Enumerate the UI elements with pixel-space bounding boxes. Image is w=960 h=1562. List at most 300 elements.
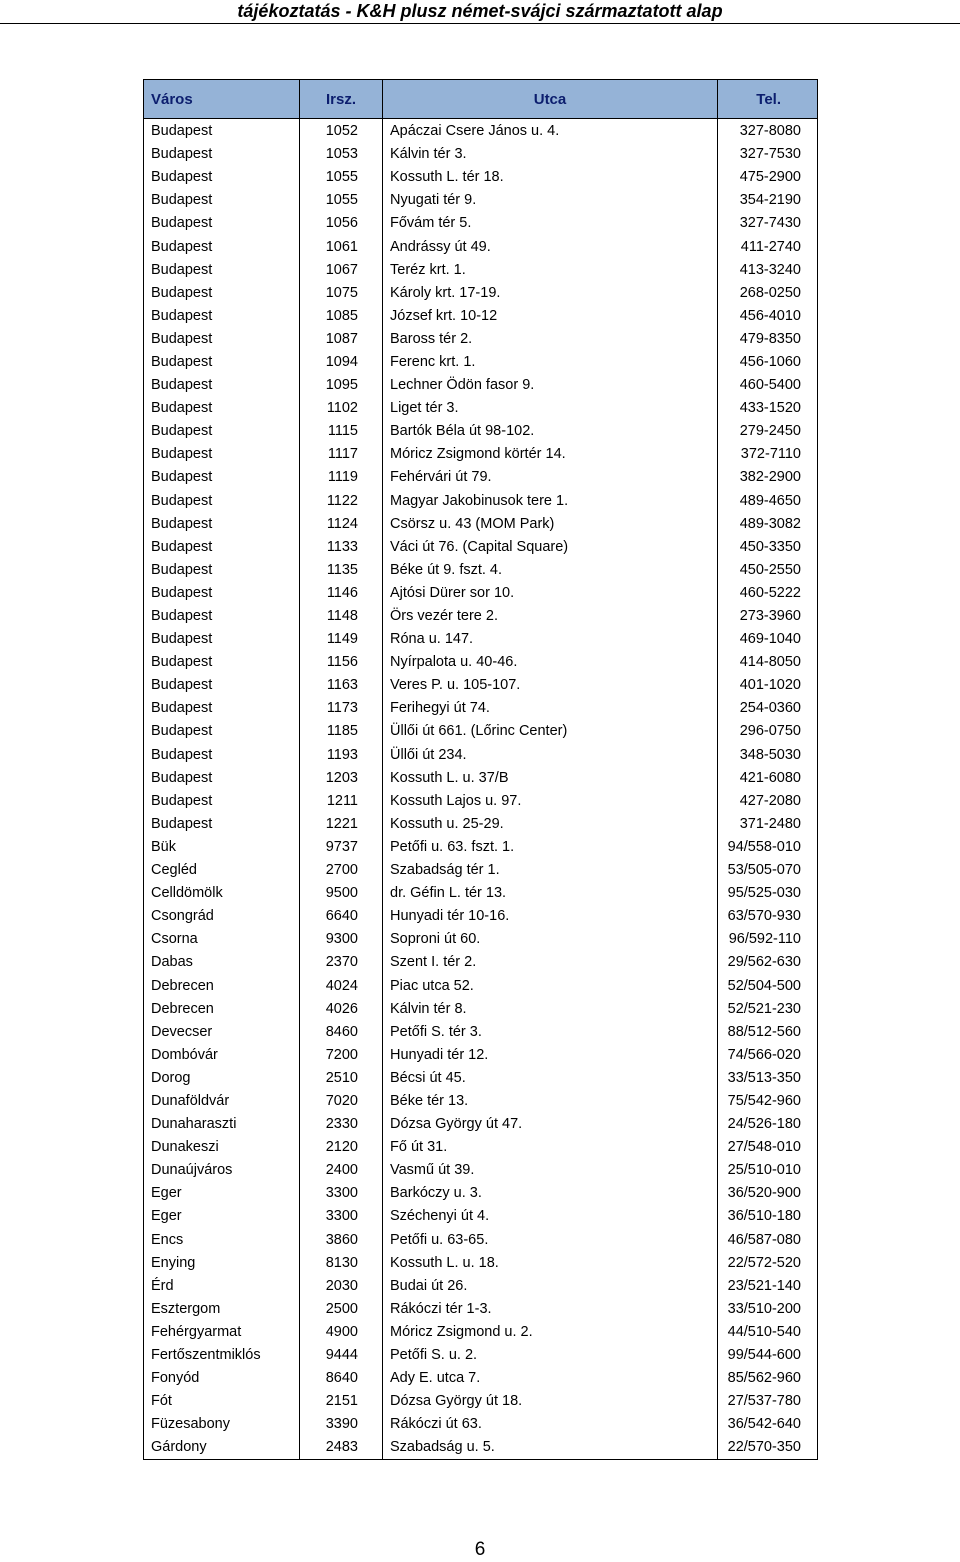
cell-city: Csorna bbox=[144, 928, 300, 951]
column-header-phone: Tel. bbox=[718, 80, 818, 119]
cell-zip: 1135 bbox=[300, 559, 383, 582]
cell-street: Petőfi S. u. 2. bbox=[383, 1344, 718, 1367]
cell-city: Budapest bbox=[144, 651, 300, 674]
cell-zip: 2500 bbox=[300, 1298, 383, 1321]
table-row bbox=[144, 1044, 818, 1067]
table-row bbox=[144, 1252, 818, 1275]
cell-phone: 489-4650 bbox=[718, 490, 818, 513]
cell-city: Budapest bbox=[144, 720, 300, 743]
cell-zip: 2370 bbox=[300, 951, 383, 974]
cell-phone: 46/587-080 bbox=[718, 1229, 818, 1252]
cell-phone: 63/570-930 bbox=[718, 905, 818, 928]
table-row bbox=[144, 1159, 818, 1182]
cell-street: Rákóczi tér 1-3. bbox=[383, 1298, 718, 1321]
cell-city: Füzesabony bbox=[144, 1413, 300, 1436]
cell-phone: 489-3082 bbox=[718, 513, 818, 536]
table-row bbox=[144, 651, 818, 674]
header-divider bbox=[0, 23, 960, 24]
cell-zip: 1085 bbox=[300, 305, 383, 328]
cell-zip: 1193 bbox=[300, 744, 383, 767]
cell-phone: 279-2450 bbox=[718, 420, 818, 443]
cell-phone: 25/510-010 bbox=[718, 1159, 818, 1182]
cell-city: Érd bbox=[144, 1275, 300, 1298]
cell-city: Dorog bbox=[144, 1067, 300, 1090]
cell-city: Budapest bbox=[144, 374, 300, 397]
cell-street: Kossuth L. u. 18. bbox=[383, 1252, 718, 1275]
cell-city: Debrecen bbox=[144, 974, 300, 997]
cell-phone: 23/521-140 bbox=[718, 1275, 818, 1298]
cell-phone: 371-2480 bbox=[718, 813, 818, 836]
table-row bbox=[144, 720, 818, 743]
cell-city: Debrecen bbox=[144, 998, 300, 1021]
cell-city: Budapest bbox=[144, 212, 300, 235]
cell-zip: 1102 bbox=[300, 397, 383, 420]
cell-street: Szabadság u. 5. bbox=[383, 1436, 718, 1460]
cell-street: Csörsz u. 43 (MOM Park) bbox=[383, 513, 718, 536]
cell-city: Budapest bbox=[144, 443, 300, 466]
cell-phone: 479-8350 bbox=[718, 328, 818, 351]
cell-zip: 2483 bbox=[300, 1436, 383, 1460]
table-row bbox=[144, 120, 818, 143]
cell-city: Budapest bbox=[144, 189, 300, 212]
table-row bbox=[144, 582, 818, 605]
table-row bbox=[144, 1182, 818, 1205]
cell-street: Kossuth L. tér 18. bbox=[383, 166, 718, 189]
cell-street: Károly krt. 17-19. bbox=[383, 282, 718, 305]
table-row bbox=[144, 1298, 818, 1321]
cell-zip: 2510 bbox=[300, 1067, 383, 1090]
cell-city: Budapest bbox=[144, 328, 300, 351]
cell-phone: 33/510-200 bbox=[718, 1298, 818, 1321]
table-row bbox=[144, 490, 818, 513]
table-row bbox=[144, 1275, 818, 1298]
cell-zip: 1061 bbox=[300, 235, 383, 258]
cell-street: Liget tér 3. bbox=[383, 397, 718, 420]
cell-city: Dunaújváros bbox=[144, 1159, 300, 1182]
cell-phone: 36/510-180 bbox=[718, 1205, 818, 1228]
cell-city: Fót bbox=[144, 1390, 300, 1413]
cell-street: Budai út 26. bbox=[383, 1275, 718, 1298]
cell-city: Budapest bbox=[144, 767, 300, 790]
cell-street: Baross tér 2. bbox=[383, 328, 718, 351]
table-row bbox=[144, 882, 818, 905]
table-row bbox=[144, 928, 818, 951]
cell-zip: 2030 bbox=[300, 1275, 383, 1298]
cell-city: Budapest bbox=[144, 282, 300, 305]
cell-city: Budapest bbox=[144, 143, 300, 166]
cell-city: Budapest bbox=[144, 674, 300, 697]
cell-phone: 433-1520 bbox=[718, 397, 818, 420]
cell-phone: 24/526-180 bbox=[718, 1113, 818, 1136]
table-row bbox=[144, 998, 818, 1021]
cell-zip: 1203 bbox=[300, 767, 383, 790]
cell-zip: 1221 bbox=[300, 813, 383, 836]
cell-street: Ajtósi Dürer sor 10. bbox=[383, 582, 718, 605]
cell-phone: 88/512-560 bbox=[718, 1021, 818, 1044]
cell-city: Budapest bbox=[144, 582, 300, 605]
table-header-row bbox=[144, 80, 818, 119]
table-row bbox=[144, 559, 818, 582]
table-row bbox=[144, 420, 818, 443]
cell-zip: 8640 bbox=[300, 1367, 383, 1390]
cell-city: Budapest bbox=[144, 420, 300, 443]
cell-zip: 1146 bbox=[300, 582, 383, 605]
cell-city: Budapest bbox=[144, 513, 300, 536]
cell-phone: 85/562-960 bbox=[718, 1367, 818, 1390]
cell-street: Piac utca 52. bbox=[383, 974, 718, 997]
table-row bbox=[144, 513, 818, 536]
cell-city: Budapest bbox=[144, 466, 300, 489]
table-row bbox=[144, 859, 818, 882]
cell-phone: 268-0250 bbox=[718, 282, 818, 305]
table-row bbox=[144, 1436, 818, 1460]
cell-zip: 8460 bbox=[300, 1021, 383, 1044]
cell-zip: 4024 bbox=[300, 974, 383, 997]
table-row bbox=[144, 790, 818, 813]
cell-city: Budapest bbox=[144, 259, 300, 282]
cell-city: Budapest bbox=[144, 120, 300, 143]
cell-street: Barkóczy u. 3. bbox=[383, 1182, 718, 1205]
cell-zip: 6640 bbox=[300, 905, 383, 928]
cell-street: Szabadság tér 1. bbox=[383, 859, 718, 882]
cell-phone: 456-4010 bbox=[718, 305, 818, 328]
cell-phone: 411-2740 bbox=[718, 235, 818, 258]
cell-city: Eger bbox=[144, 1205, 300, 1228]
cell-city: Cegléd bbox=[144, 859, 300, 882]
cell-street: Soproni út 60. bbox=[383, 928, 718, 951]
cell-zip: 7200 bbox=[300, 1044, 383, 1067]
cell-street: Béke út 9. fszt. 4. bbox=[383, 559, 718, 582]
cell-city: Eger bbox=[144, 1182, 300, 1205]
table-row bbox=[144, 235, 818, 258]
cell-zip: 1075 bbox=[300, 282, 383, 305]
table-row bbox=[144, 1090, 818, 1113]
cell-zip: 1122 bbox=[300, 490, 383, 513]
table-row bbox=[144, 305, 818, 328]
cell-street: Veres P. u. 105-107. bbox=[383, 674, 718, 697]
cell-street: Fő út 31. bbox=[383, 1136, 718, 1159]
cell-zip: 1173 bbox=[300, 697, 383, 720]
cell-street: Üllői út 234. bbox=[383, 744, 718, 767]
cell-phone: 273-3960 bbox=[718, 605, 818, 628]
cell-phone: 460-5400 bbox=[718, 374, 818, 397]
cell-zip: 1133 bbox=[300, 536, 383, 559]
cell-phone: 427-2080 bbox=[718, 790, 818, 813]
cell-zip: 1115 bbox=[300, 420, 383, 443]
cell-city: Budapest bbox=[144, 628, 300, 651]
cell-zip: 7020 bbox=[300, 1090, 383, 1113]
cell-zip: 1119 bbox=[300, 466, 383, 489]
table-row bbox=[144, 951, 818, 974]
cell-zip: 3390 bbox=[300, 1413, 383, 1436]
cell-street: Hunyadi tér 12. bbox=[383, 1044, 718, 1067]
cell-zip: 1211 bbox=[300, 790, 383, 813]
cell-street: Ferihegyi út 74. bbox=[383, 697, 718, 720]
table-row bbox=[144, 328, 818, 351]
cell-city: Esztergom bbox=[144, 1298, 300, 1321]
table-row bbox=[144, 212, 818, 235]
cell-zip: 1149 bbox=[300, 628, 383, 651]
cell-street: Dózsa György út 47. bbox=[383, 1113, 718, 1136]
cell-phone: 52/521-230 bbox=[718, 998, 818, 1021]
cell-phone: 475-2900 bbox=[718, 166, 818, 189]
cell-city: Dunaharaszti bbox=[144, 1113, 300, 1136]
cell-zip: 1056 bbox=[300, 212, 383, 235]
column-header-street: Utca bbox=[383, 80, 718, 119]
cell-city: Budapest bbox=[144, 305, 300, 328]
cell-city: Budapest bbox=[144, 397, 300, 420]
cell-city: Fonyód bbox=[144, 1367, 300, 1390]
cell-phone: 327-8080 bbox=[718, 120, 818, 143]
cell-phone: 414-8050 bbox=[718, 651, 818, 674]
cell-zip: 8130 bbox=[300, 1252, 383, 1275]
cell-phone: 450-3350 bbox=[718, 536, 818, 559]
cell-street: Petőfi u. 63. fszt. 1. bbox=[383, 836, 718, 859]
cell-street: Fehérvári út 79. bbox=[383, 466, 718, 489]
table-row bbox=[144, 397, 818, 420]
table-row bbox=[144, 767, 818, 790]
cell-phone: 254-0360 bbox=[718, 697, 818, 720]
table-row bbox=[144, 905, 818, 928]
cell-zip: 1156 bbox=[300, 651, 383, 674]
cell-street: Kossuth u. 25-29. bbox=[383, 813, 718, 836]
cell-street: Váci út 76. (Capital Square) bbox=[383, 536, 718, 559]
cell-zip: 1124 bbox=[300, 513, 383, 536]
column-header-city: Város bbox=[144, 80, 300, 119]
cell-city: Budapest bbox=[144, 166, 300, 189]
cell-city: Gárdony bbox=[144, 1436, 300, 1460]
table-body bbox=[144, 119, 818, 1460]
table-row bbox=[144, 374, 818, 397]
cell-city: Budapest bbox=[144, 697, 300, 720]
cell-phone: 354-2190 bbox=[718, 189, 818, 212]
cell-zip: 2151 bbox=[300, 1390, 383, 1413]
cell-street: Teréz krt. 1. bbox=[383, 259, 718, 282]
cell-street: Kálvin tér 3. bbox=[383, 143, 718, 166]
cell-street: Nyírpalota u. 40-46. bbox=[383, 651, 718, 674]
table-row bbox=[144, 1067, 818, 1090]
cell-city: Budapest bbox=[144, 559, 300, 582]
cell-street: Kálvin tér 8. bbox=[383, 998, 718, 1021]
table-row bbox=[144, 628, 818, 651]
cell-phone: 27/537-780 bbox=[718, 1390, 818, 1413]
cell-phone: 372-7110 bbox=[718, 443, 818, 466]
cell-city: Devecser bbox=[144, 1021, 300, 1044]
cell-city: Dombóvár bbox=[144, 1044, 300, 1067]
table-row bbox=[144, 443, 818, 466]
cell-phone: 52/504-500 bbox=[718, 974, 818, 997]
branch-table bbox=[143, 79, 818, 1460]
cell-street: Ferenc krt. 1. bbox=[383, 351, 718, 374]
cell-phone: 296-0750 bbox=[718, 720, 818, 743]
table-row bbox=[144, 536, 818, 559]
table-row bbox=[144, 166, 818, 189]
cell-zip: 4900 bbox=[300, 1321, 383, 1344]
cell-street: Móricz Zsigmond u. 2. bbox=[383, 1321, 718, 1344]
cell-street: Üllői út 661. (Lőrinc Center) bbox=[383, 720, 718, 743]
cell-street: Széchenyi út 4. bbox=[383, 1205, 718, 1228]
cell-city: Dunaföldvár bbox=[144, 1090, 300, 1113]
table-row bbox=[144, 1113, 818, 1136]
cell-phone: 99/544-600 bbox=[718, 1344, 818, 1367]
cell-city: Budapest bbox=[144, 605, 300, 628]
cell-zip: 9737 bbox=[300, 836, 383, 859]
table-row bbox=[144, 836, 818, 859]
cell-zip: 9500 bbox=[300, 882, 383, 905]
cell-zip: 9444 bbox=[300, 1344, 383, 1367]
table-row bbox=[144, 1413, 818, 1436]
cell-city: Budapest bbox=[144, 351, 300, 374]
cell-city: Budapest bbox=[144, 490, 300, 513]
cell-city: Enying bbox=[144, 1252, 300, 1275]
cell-street: Apáczai Csere János u. 4. bbox=[383, 120, 718, 143]
table-row bbox=[144, 744, 818, 767]
cell-city: Bük bbox=[144, 836, 300, 859]
table-row bbox=[144, 1367, 818, 1390]
cell-phone: 401-1020 bbox=[718, 674, 818, 697]
table-row bbox=[144, 697, 818, 720]
cell-phone: 413-3240 bbox=[718, 259, 818, 282]
cell-phone: 456-1060 bbox=[718, 351, 818, 374]
cell-street: Hunyadi tér 10-16. bbox=[383, 905, 718, 928]
cell-street: Kossuth Lajos u. 97. bbox=[383, 790, 718, 813]
cell-zip: 2400 bbox=[300, 1159, 383, 1182]
cell-phone: 382-2900 bbox=[718, 466, 818, 489]
cell-street: Vasmű út 39. bbox=[383, 1159, 718, 1182]
cell-street: Bécsi út 45. bbox=[383, 1067, 718, 1090]
cell-street: Róna u. 147. bbox=[383, 628, 718, 651]
page-header-title: tájékoztatás - K&H plusz német-svájci származtatott alap bbox=[237, 1, 723, 21]
cell-zip: 1095 bbox=[300, 374, 383, 397]
column-header-zip: Irsz. bbox=[300, 80, 383, 119]
cell-street: Örs vezér tere 2. bbox=[383, 605, 718, 628]
cell-zip: 1148 bbox=[300, 605, 383, 628]
cell-phone: 327-7430 bbox=[718, 212, 818, 235]
table-row bbox=[144, 1021, 818, 1044]
cell-city: Dabas bbox=[144, 951, 300, 974]
table-row bbox=[144, 259, 818, 282]
cell-phone: 27/548-010 bbox=[718, 1136, 818, 1159]
cell-city: Celldömölk bbox=[144, 882, 300, 905]
cell-zip: 3300 bbox=[300, 1205, 383, 1228]
cell-street: Petőfi S. tér 3. bbox=[383, 1021, 718, 1044]
cell-street: Petőfi u. 63-65. bbox=[383, 1229, 718, 1252]
cell-phone: 44/510-540 bbox=[718, 1321, 818, 1344]
table-row bbox=[144, 351, 818, 374]
cell-zip: 1055 bbox=[300, 166, 383, 189]
table-row bbox=[144, 1344, 818, 1367]
cell-street: Fővám tér 5. bbox=[383, 212, 718, 235]
table-row bbox=[144, 974, 818, 997]
cell-city: Fehérgyarmat bbox=[144, 1321, 300, 1344]
cell-street: Ady E. utca 7. bbox=[383, 1367, 718, 1390]
table-row bbox=[144, 674, 818, 697]
cell-city: Budapest bbox=[144, 813, 300, 836]
cell-phone: 53/505-070 bbox=[718, 859, 818, 882]
cell-phone: 95/525-030 bbox=[718, 882, 818, 905]
cell-phone: 469-1040 bbox=[718, 628, 818, 651]
cell-zip: 9300 bbox=[300, 928, 383, 951]
page-number: 6 bbox=[474, 1539, 486, 1560]
cell-phone: 327-7530 bbox=[718, 143, 818, 166]
cell-street: Béke tér 13. bbox=[383, 1090, 718, 1113]
cell-zip: 1055 bbox=[300, 189, 383, 212]
cell-street: Bartók Béla út 98-102. bbox=[383, 420, 718, 443]
cell-phone: 450-2550 bbox=[718, 559, 818, 582]
table-row bbox=[144, 1205, 818, 1228]
cell-city: Budapest bbox=[144, 235, 300, 258]
cell-city: Budapest bbox=[144, 536, 300, 559]
cell-street: Lechner Ödön fasor 9. bbox=[383, 374, 718, 397]
cell-phone: 36/520-900 bbox=[718, 1182, 818, 1205]
cell-phone: 348-5030 bbox=[718, 744, 818, 767]
cell-street: József krt. 10-12 bbox=[383, 305, 718, 328]
cell-street: Rákóczi út 63. bbox=[383, 1413, 718, 1436]
table-row bbox=[144, 1321, 818, 1344]
cell-street: Nyugati tér 9. bbox=[383, 189, 718, 212]
cell-zip: 1094 bbox=[300, 351, 383, 374]
cell-phone: 421-6080 bbox=[718, 767, 818, 790]
cell-zip: 1052 bbox=[300, 120, 383, 143]
table-row bbox=[144, 1229, 818, 1252]
cell-zip: 1053 bbox=[300, 143, 383, 166]
cell-zip: 1185 bbox=[300, 720, 383, 743]
table-row bbox=[144, 605, 818, 628]
cell-city: Encs bbox=[144, 1229, 300, 1252]
table-row bbox=[144, 813, 818, 836]
cell-zip: 4026 bbox=[300, 998, 383, 1021]
cell-city: Budapest bbox=[144, 790, 300, 813]
cell-phone: 460-5222 bbox=[718, 582, 818, 605]
table-row bbox=[144, 1390, 818, 1413]
cell-phone: 75/542-960 bbox=[718, 1090, 818, 1113]
cell-zip: 1067 bbox=[300, 259, 383, 282]
cell-phone: 36/542-640 bbox=[718, 1413, 818, 1436]
cell-city: Fertőszentmiklós bbox=[144, 1344, 300, 1367]
cell-city: Dunakeszi bbox=[144, 1136, 300, 1159]
table-row bbox=[144, 466, 818, 489]
cell-zip: 1117 bbox=[300, 443, 383, 466]
cell-street: Magyar Jakobinusok tere 1. bbox=[383, 490, 718, 513]
cell-street: Dózsa György út 18. bbox=[383, 1390, 718, 1413]
cell-phone: 29/562-630 bbox=[718, 951, 818, 974]
cell-street: Szent I. tér 2. bbox=[383, 951, 718, 974]
cell-zip: 1087 bbox=[300, 328, 383, 351]
cell-phone: 22/572-520 bbox=[718, 1252, 818, 1275]
cell-zip: 1163 bbox=[300, 674, 383, 697]
table-row bbox=[144, 282, 818, 305]
cell-street: Kossuth L. u. 37/B bbox=[383, 767, 718, 790]
table-row bbox=[144, 189, 818, 212]
cell-city: Budapest bbox=[144, 744, 300, 767]
cell-zip: 3860 bbox=[300, 1229, 383, 1252]
cell-street: Andrássy út 49. bbox=[383, 235, 718, 258]
cell-street: Móricz Zsigmond körtér 14. bbox=[383, 443, 718, 466]
cell-zip: 2700 bbox=[300, 859, 383, 882]
cell-zip: 2330 bbox=[300, 1113, 383, 1136]
cell-phone: 33/513-350 bbox=[718, 1067, 818, 1090]
cell-phone: 22/570-350 bbox=[718, 1436, 818, 1460]
cell-street: dr. Géfin L. tér 13. bbox=[383, 882, 718, 905]
table-row bbox=[144, 1136, 818, 1159]
cell-city: Csongrád bbox=[144, 905, 300, 928]
cell-zip: 2120 bbox=[300, 1136, 383, 1159]
cell-zip: 3300 bbox=[300, 1182, 383, 1205]
table-row bbox=[144, 143, 818, 166]
cell-phone: 74/566-020 bbox=[718, 1044, 818, 1067]
cell-phone: 94/558-010 bbox=[718, 836, 818, 859]
cell-phone: 96/592-110 bbox=[718, 928, 818, 951]
